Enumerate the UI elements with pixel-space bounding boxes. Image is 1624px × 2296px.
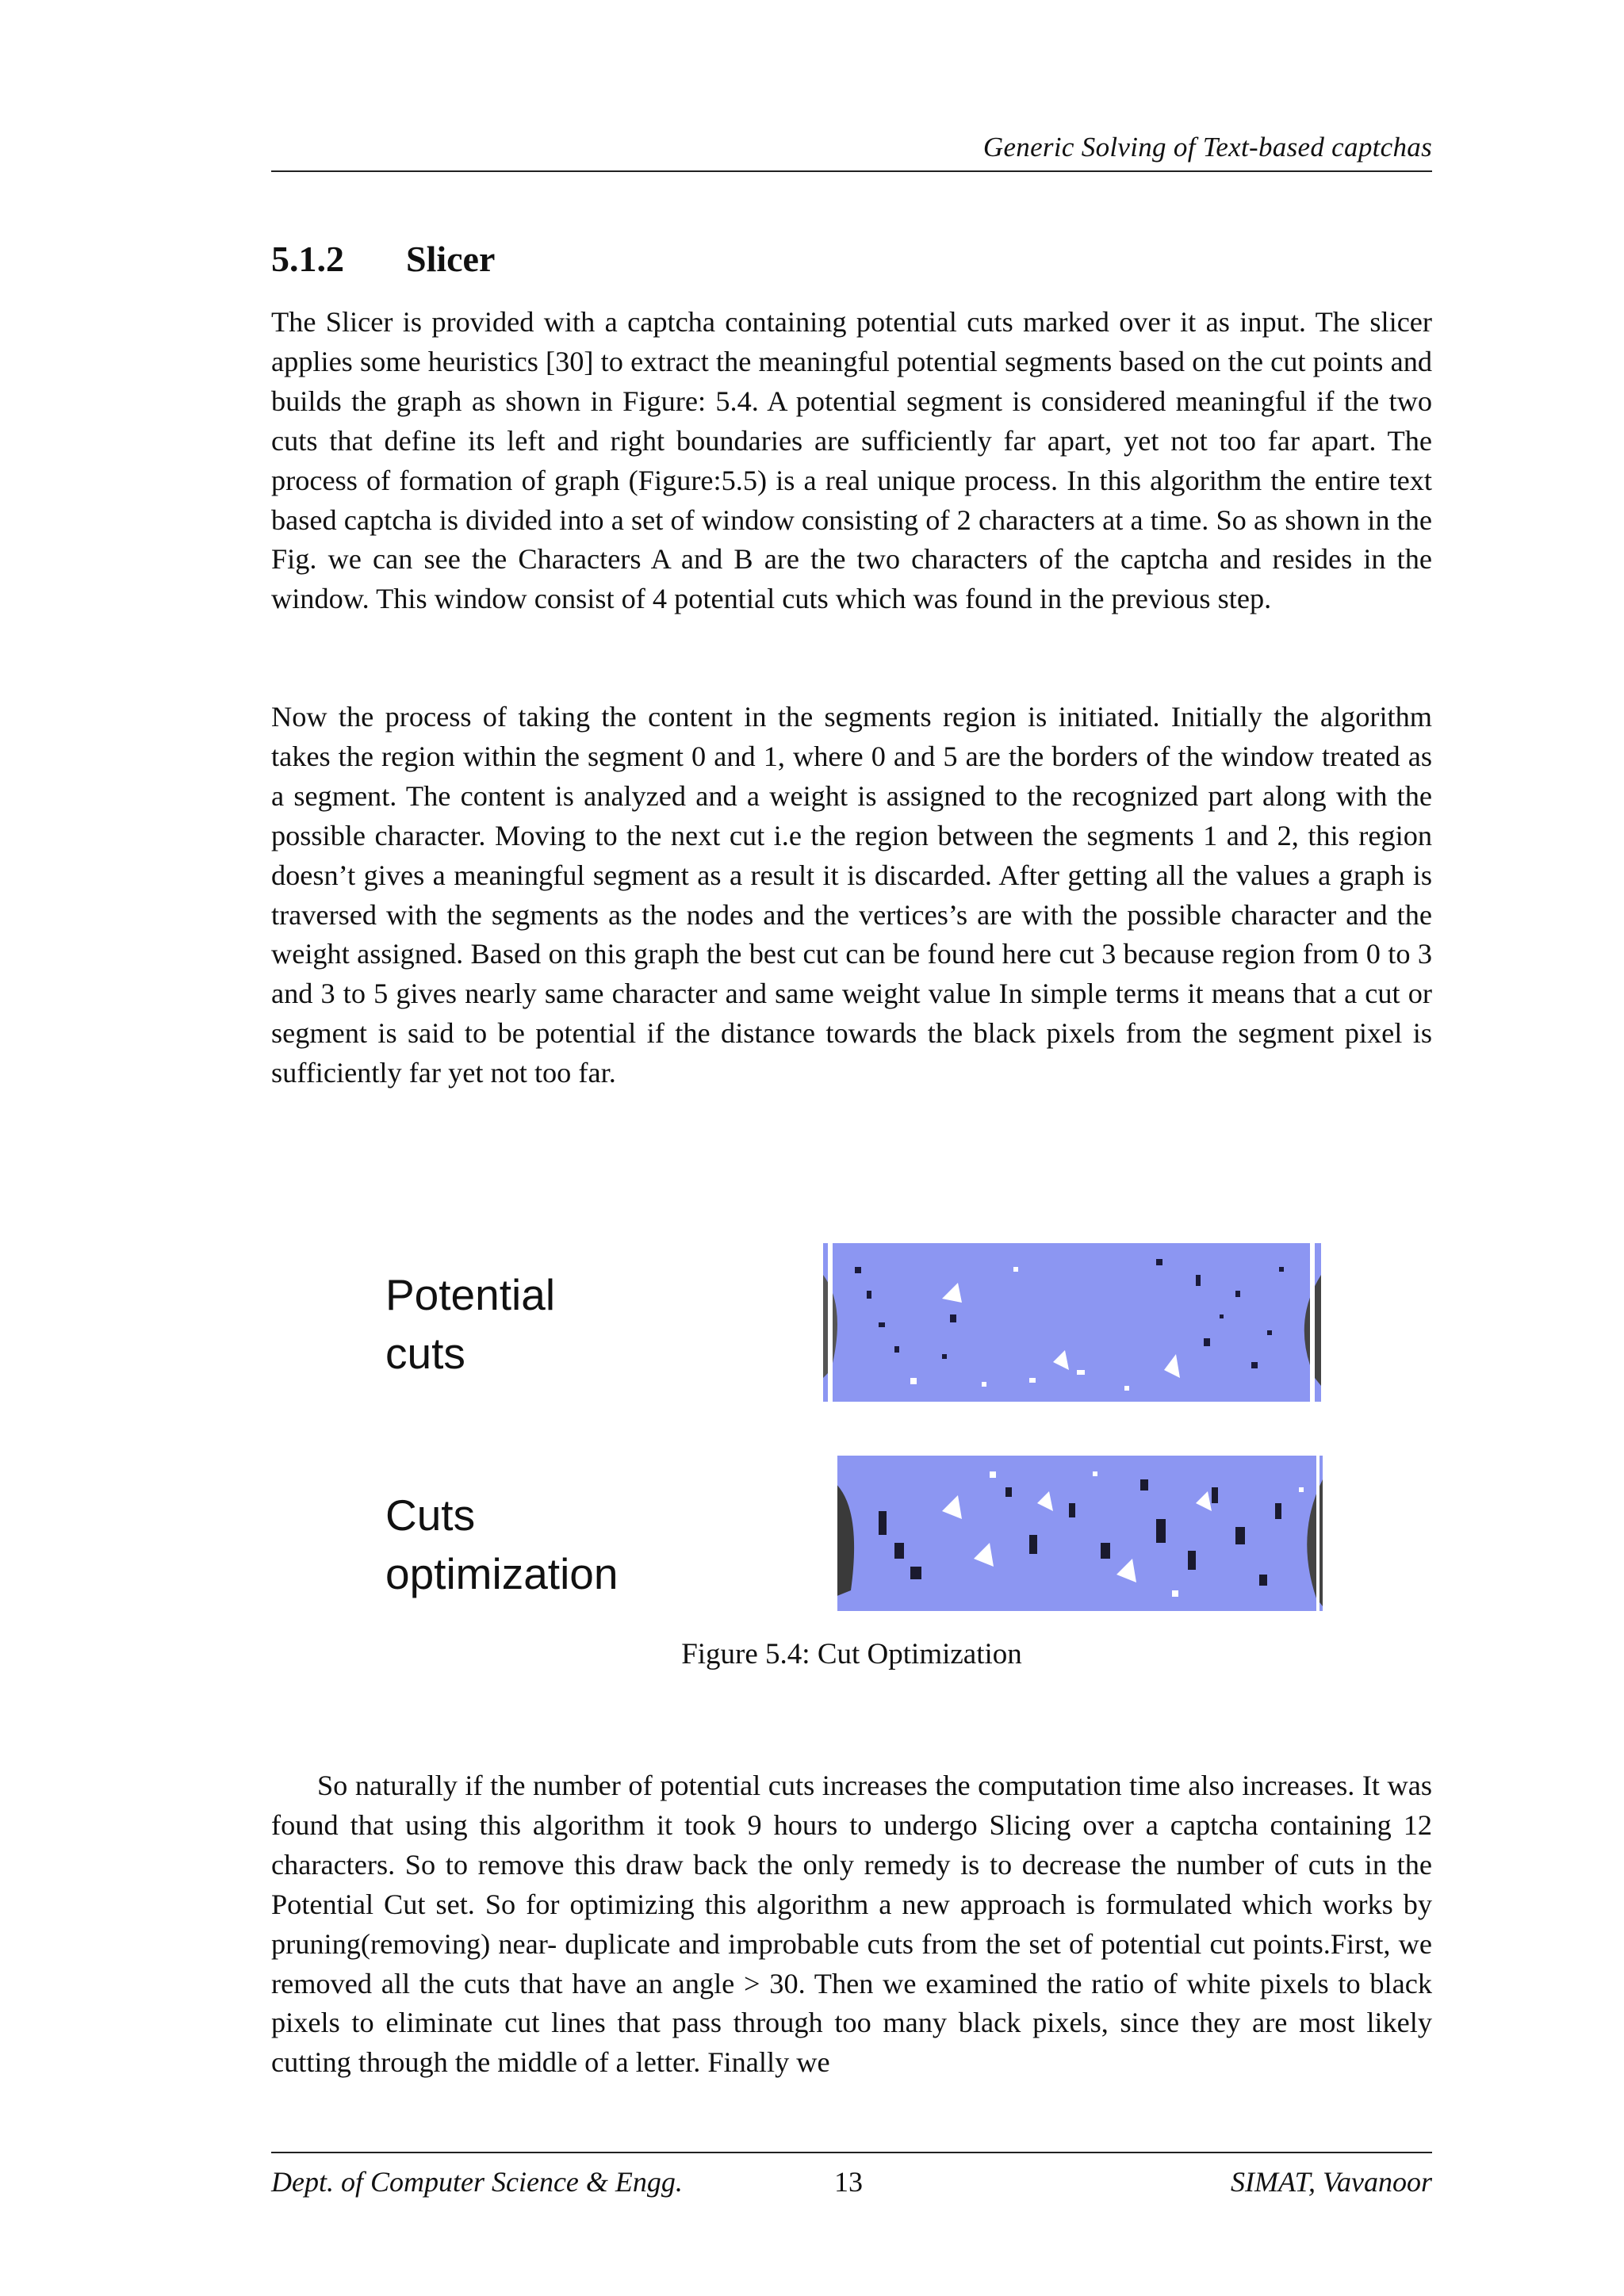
paragraph-3: So naturally if the number of potential cuts increases the computation time also increases. It was found that using this algorithm it took 9 hours to undergo Slicing over a captcha containing 12 characters. So to remove this draw back the only remedy is to decrease the number of cuts in the Potential Cut set. So for optimizing this algorithm a new approach is formulated which works by pruning(removing) near- duplicate and improbable cuts from the set of potential cut points.First, we removed all the cuts that have an angle > 30. Then we examined the ratio of white pixels to black pixels to eliminate cut lines that pass through too many black pixels, since they are most likely cutting through the middle of a letter. Finally we — [271, 1770, 1432, 2079]
figure-cut-optimization — [271, 1221, 1432, 1697]
label-line: optimization — [385, 1549, 619, 1598]
footer-department: Dept. of Computer Science & Engg. — [271, 2166, 683, 2198]
label-line: Cuts — [385, 1490, 476, 1540]
paragraph-2: Now the process of taking the content in the segments region is initiated. Initially the algorithm takes the region within the segment 0 and 1, where 0 and 5 are the borders of the window treated as a segment. The content is analyzed and a weight is assigned to the recognized part along with the possible character. Moving to the next cut i.e the region between the segments 1 and 2, this region doesn’t gives a meaningful segment as a result it is discarded. After getting all the values a graph is traversed with the segments as the nodes and the vertices’s are with the possible character and the weight assigned. Based on this graph the best cut can be found here cut 3 because region from 0 to 3 and 3 to 5 gives nearly same character and same weight value In simple terms it means that a cut or segment is said to be potential if the distance towards the black pixels from the segment pixel is sufficiently far yet not too far. — [271, 701, 1432, 1089]
header-rule — [271, 170, 1432, 172]
paragraph-1: The Slicer is provided with a captcha containing potential cuts marked over it as input. The slicer applies some heuristics [30] to extract the meaningful potential segments based on the cut points and builds the graph as shown in Figure: 5.4. A potential segment is considered meaningful if the two cuts that define its left and right boundaries are sufficiently far apart, yet not too far apart. The process of formation of graph (Figure:5.5) is a real unique process. In this algorithm the entire text based captcha is divided into a set of window consisting of 2 characters at a time. So as shown in the Fig. we can see the Characters A and B are the two characters of the captcha and resides in the window. This window consist of 4 potential cuts which was found in the previous step. — [271, 306, 1432, 615]
figure-label-potential-cuts — [385, 1265, 555, 1383]
cuts-optimization-captcha-image — [831, 1456, 1323, 1611]
figure-label-cuts-optimization — [385, 1486, 618, 1603]
page-number: 13 — [834, 2166, 863, 2198]
figure-caption: Figure 5.4: Cut Optimization — [681, 1638, 1022, 1670]
label-line: cuts — [385, 1329, 465, 1378]
section-heading — [271, 238, 495, 280]
potential-cuts-captcha-image — [823, 1243, 1321, 1402]
label-line: Potential — [385, 1270, 556, 1319]
running-header: Generic Solving of Text-based captchas — [982, 132, 1432, 163]
footer-institution: SIMAT, Vavanoor — [1231, 2166, 1432, 2198]
section-title: Slicer — [406, 239, 496, 279]
section-number: 5.1.2 — [271, 239, 344, 279]
footer-rule — [271, 2152, 1432, 2153]
